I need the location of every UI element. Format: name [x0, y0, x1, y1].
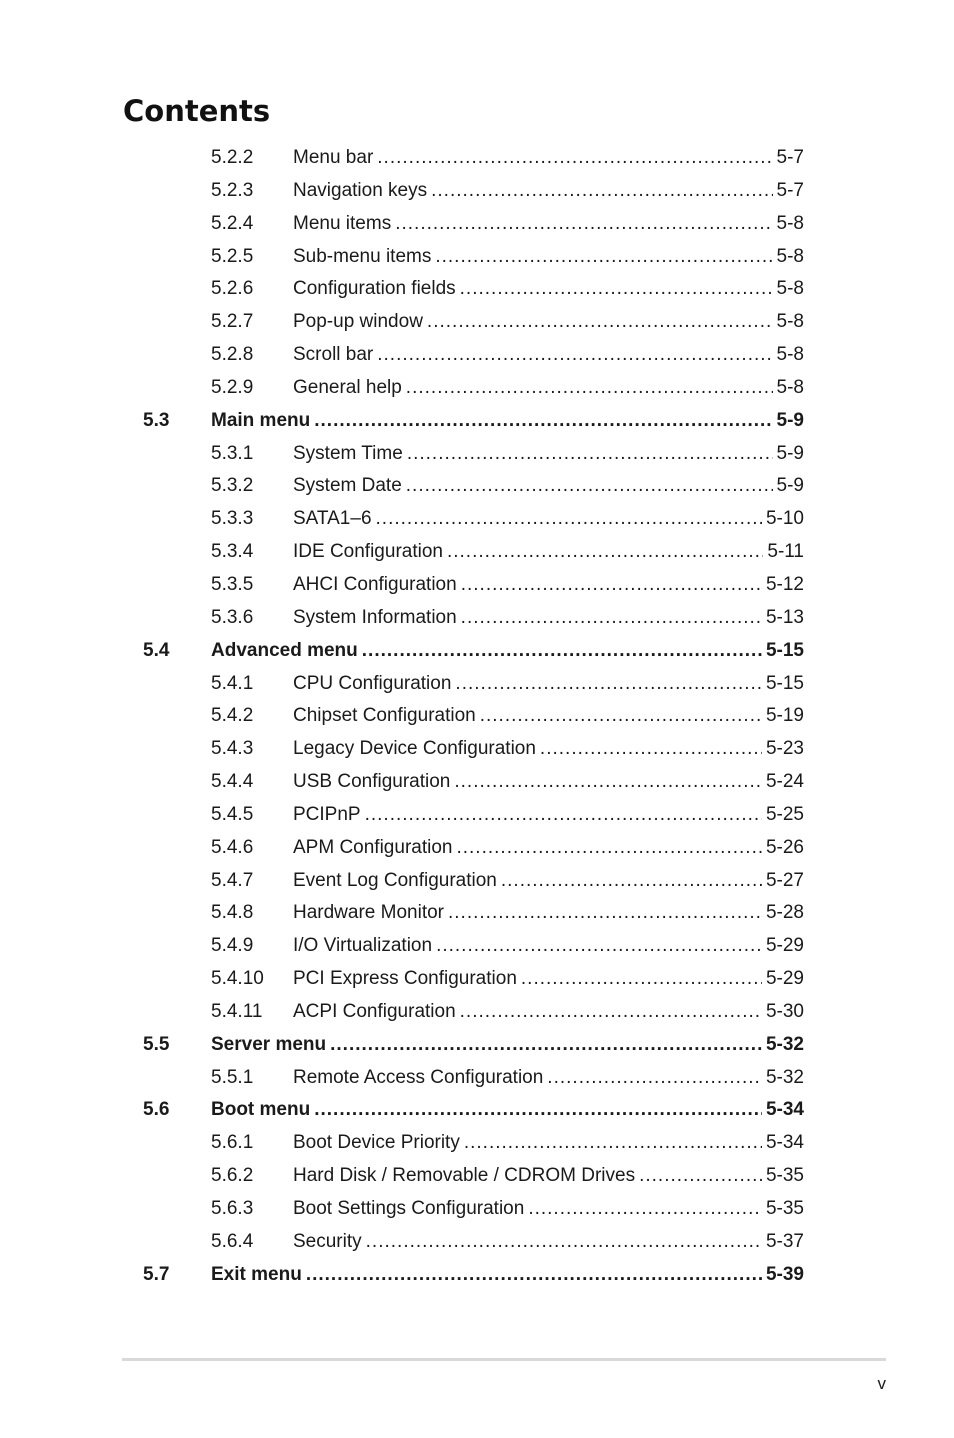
dot-leader: [406, 470, 773, 503]
dot-leader: [314, 1094, 762, 1127]
toc-entry-page: 5-32: [765, 1066, 804, 1088]
toc-subsection-entry[interactable]: [0, 700, 954, 733]
toc-entry-line: [293, 700, 804, 733]
toc-subsection-entry[interactable]: [0, 1193, 954, 1226]
toc-entry-line: [293, 306, 804, 339]
toc-entry-page: 5-15: [765, 639, 804, 661]
toc-entry-number: 5.3.1: [211, 442, 254, 464]
toc-entry-line: [211, 635, 804, 668]
toc-entry-title: Menu bar: [293, 142, 377, 175]
toc-entry-page: 5-34: [765, 1132, 804, 1154]
toc-entry-title: PCIPnP: [293, 799, 365, 832]
toc-entry-page: 5-8: [776, 311, 804, 333]
toc-entry-page: 5-25: [765, 803, 804, 825]
dot-leader: [436, 930, 762, 963]
toc-entry-title: Menu items: [293, 208, 395, 241]
toc-entry-title: Boot Device Priority: [293, 1127, 464, 1160]
toc-entry-page: 5-8: [776, 212, 804, 234]
toc-entry-page: 5-37: [765, 1230, 804, 1252]
toc-entry-title: Hard Disk / Removable / CDROM Drives: [293, 1160, 639, 1193]
toc-entry-line: [293, 668, 804, 701]
dot-leader: [377, 339, 772, 372]
toc-subsection-entry[interactable]: [0, 339, 954, 372]
toc-section-entry[interactable]: [0, 1029, 954, 1062]
toc-entry-title: Exit menu: [211, 1259, 306, 1292]
toc-subsection-entry[interactable]: [0, 1160, 954, 1193]
toc-entry-page: 5-34: [765, 1099, 804, 1121]
toc-entry-number: 5.4.8: [211, 902, 254, 924]
toc-entry-line: [293, 142, 804, 175]
toc-entry-line: [293, 865, 804, 898]
dot-leader: [460, 996, 762, 1029]
toc-subsection-entry[interactable]: [0, 536, 954, 569]
toc-entry-line: [293, 569, 804, 602]
toc-subsection-entry[interactable]: [0, 799, 954, 832]
toc-entry-line: [293, 1062, 804, 1095]
toc-entry-number: 5.7: [143, 1263, 170, 1285]
dot-leader: [314, 405, 772, 438]
toc-entry-title: ACPI Configuration: [293, 996, 460, 1029]
toc-entry-number: 5.2.7: [211, 311, 254, 333]
toc-subsection-entry[interactable]: [0, 832, 954, 865]
toc-entry-page: 5-35: [765, 1165, 804, 1187]
dot-leader: [377, 142, 772, 175]
toc-entry-title: SATA1–6: [293, 503, 376, 536]
table-of-contents: [0, 142, 954, 1292]
toc-subsection-entry[interactable]: [0, 208, 954, 241]
toc-subsection-entry[interactable]: [0, 963, 954, 996]
toc-entry-title: Chipset Configuration: [293, 700, 480, 733]
toc-entry-number: 5.2.9: [211, 376, 254, 398]
toc-entry-number: 5.4.1: [211, 672, 254, 694]
dot-leader: [448, 897, 762, 930]
toc-entry-line: [211, 1259, 804, 1292]
toc-entry-title: Navigation keys: [293, 175, 431, 208]
toc-entry-line: [293, 963, 804, 996]
toc-entry-title: Remote Access Configuration: [293, 1062, 547, 1095]
toc-entry-page: 5-39: [765, 1263, 804, 1285]
toc-entry-page: 5-12: [765, 573, 804, 595]
toc-entry-line: [293, 832, 804, 865]
dot-leader: [406, 372, 773, 405]
toc-entry-line: [293, 602, 804, 635]
toc-subsection-entry[interactable]: [0, 569, 954, 602]
toc-entry-number: 5.4: [143, 639, 170, 661]
toc-entry-number: 5.4.6: [211, 836, 254, 858]
dot-leader: [454, 766, 762, 799]
toc-entry-line: [211, 1029, 804, 1062]
toc-subsection-entry[interactable]: [0, 733, 954, 766]
dot-leader: [501, 865, 762, 898]
toc-entry-page: 5-8: [776, 376, 804, 398]
toc-entry-number: 5.3.3: [211, 508, 254, 530]
toc-subsection-entry[interactable]: [0, 668, 954, 701]
toc-entry-title: Scroll bar: [293, 339, 377, 372]
toc-entry-title: System Date: [293, 470, 406, 503]
toc-section-entry[interactable]: [0, 635, 954, 668]
toc-entry-page: 5-32: [765, 1033, 804, 1055]
dot-leader: [480, 700, 762, 733]
toc-subsection-entry[interactable]: [0, 503, 954, 536]
footer-divider: [122, 1358, 886, 1361]
toc-subsection-entry[interactable]: [0, 306, 954, 339]
toc-entry-line: [293, 470, 804, 503]
dot-leader: [431, 175, 772, 208]
toc-entry-title: APM Configuration: [293, 832, 456, 865]
toc-entry-line: [293, 438, 804, 471]
toc-entry-number: 5.3.6: [211, 606, 254, 628]
toc-entry-number: 5.4.9: [211, 935, 254, 957]
toc-entry-number: 5.4.4: [211, 771, 254, 793]
toc-entry-number: 5.3: [143, 409, 170, 431]
toc-entry-page: 5-29: [765, 935, 804, 957]
toc-entry-title: Pop-up window: [293, 306, 427, 339]
toc-entry-title: System Information: [293, 602, 461, 635]
toc-subsection-entry[interactable]: [0, 372, 954, 405]
toc-entry-page: 5-10: [765, 508, 804, 530]
toc-entry-page: 5-9: [776, 409, 804, 431]
toc-entry-number: 5.3.2: [211, 475, 254, 497]
toc-entry-page: 5-11: [767, 541, 804, 563]
toc-entry-number: 5.2.4: [211, 212, 254, 234]
toc-entry-number: 5.2.8: [211, 344, 254, 366]
toc-entry-number: 5.2.6: [211, 278, 254, 300]
toc-entry-line: [293, 1193, 804, 1226]
toc-entry-page: 5-8: [776, 344, 804, 366]
toc-entry-number: 5.4.2: [211, 705, 254, 727]
toc-entry-page: 5-8: [776, 278, 804, 300]
toc-entry-line: [293, 372, 804, 405]
toc-entry-title: USB Configuration: [293, 766, 454, 799]
toc-entry-line: [293, 273, 804, 306]
toc-entry-number: 5.3.4: [211, 541, 254, 563]
toc-entry-title: AHCI Configuration: [293, 569, 461, 602]
toc-entry-page: 5-13: [765, 606, 804, 628]
toc-entry-page: 5-15: [765, 672, 804, 694]
toc-section-entry[interactable]: [0, 1259, 954, 1292]
toc-entry-line: [211, 405, 804, 438]
toc-entry-number: 5.4.3: [211, 738, 254, 760]
toc-entry-number: 5.2.3: [211, 179, 254, 201]
toc-entry-line: [293, 503, 804, 536]
toc-entry-number: 5.2.5: [211, 245, 254, 267]
dot-leader: [395, 208, 772, 241]
toc-subsection-entry[interactable]: [0, 175, 954, 208]
toc-entry-title: System Time: [293, 438, 407, 471]
toc-entry-line: [293, 733, 804, 766]
toc-entry-page: 5-7: [776, 147, 804, 168]
dot-leader: [528, 1193, 762, 1226]
toc-entry-line: [293, 1160, 804, 1193]
dot-leader: [306, 1259, 762, 1292]
toc-subsection-entry[interactable]: [0, 1226, 954, 1259]
toc-entry-page: 5-26: [765, 836, 804, 858]
toc-entry-line: [293, 1226, 804, 1259]
toc-entry-number: 5.6.4: [211, 1230, 254, 1252]
toc-entry-page: 5-19: [765, 705, 804, 727]
toc-entry-line: [211, 1094, 804, 1127]
dot-leader: [521, 963, 762, 996]
toc-subsection-entry[interactable]: [0, 241, 954, 274]
toc-entry-line: [293, 996, 804, 1029]
dot-leader: [460, 273, 773, 306]
toc-subsection-entry[interactable]: [0, 996, 954, 1029]
toc-entry-page: 5-9: [776, 475, 804, 497]
dot-leader: [376, 503, 762, 536]
toc-entry-number: 5.4.7: [211, 869, 254, 891]
toc-entry-line: [293, 536, 804, 569]
toc-subsection-entry[interactable]: [0, 1062, 954, 1095]
toc-entry-page: 5-7: [776, 179, 804, 201]
toc-subsection-entry[interactable]: [0, 897, 954, 930]
dot-leader: [547, 1062, 762, 1095]
dot-leader: [461, 602, 762, 635]
toc-entry-title: I/O Virtualization: [293, 930, 436, 963]
toc-entry-page: 5-28: [765, 902, 804, 924]
dot-leader: [427, 306, 773, 339]
toc-entry-number: 5.4.5: [211, 803, 254, 825]
toc-entry-number: 5.6.3: [211, 1198, 254, 1219]
toc-entry-number: 5.6.1: [211, 1132, 254, 1154]
toc-entry-title: Configuration fields: [293, 273, 460, 306]
dot-leader: [365, 799, 762, 832]
toc-entry-number: 5.5.1: [211, 1066, 254, 1088]
dot-leader: [366, 1226, 762, 1259]
toc-entry-title: Sub-menu items: [293, 241, 435, 274]
toc-entry-line: [293, 241, 804, 274]
toc-entry-title: CPU Configuration: [293, 668, 455, 701]
dot-leader: [540, 733, 762, 766]
toc-entry-title: Server menu: [211, 1029, 330, 1062]
dot-leader: [456, 832, 762, 865]
page-title: Contents: [123, 94, 271, 128]
dot-leader: [435, 241, 772, 274]
dot-leader: [639, 1160, 762, 1193]
toc-entry-line: [293, 799, 804, 832]
toc-entry-title: General help: [293, 372, 406, 405]
toc-entry-number: 5.6.2: [211, 1165, 254, 1187]
toc-entry-title: Security: [293, 1226, 366, 1259]
toc-subsection-entry[interactable]: [0, 766, 954, 799]
dot-leader: [461, 569, 762, 602]
toc-entry-number: 5.4.10: [211, 968, 264, 990]
toc-entry-line: [293, 1127, 804, 1160]
toc-subsection-entry[interactable]: [0, 930, 954, 963]
toc-subsection-entry[interactable]: [0, 470, 954, 503]
dot-leader: [464, 1127, 762, 1160]
toc-entry-title: Boot Settings Configuration: [293, 1193, 528, 1226]
toc-entry-page: 5-24: [765, 771, 804, 793]
toc-entry-number: 5.4.11: [211, 1000, 263, 1022]
dot-leader: [362, 635, 762, 668]
toc-entry-title: Legacy Device Configuration: [293, 733, 540, 766]
toc-entry-title: Event Log Configuration: [293, 865, 501, 898]
page-number: v: [877, 1374, 886, 1393]
toc-entry-page: 5-9: [776, 442, 804, 464]
toc-section-entry[interactable]: [0, 405, 954, 438]
toc-entry-number: 5.3.5: [211, 573, 254, 595]
toc-entry-title: PCI Express Configuration: [293, 963, 521, 996]
dot-leader: [455, 668, 762, 701]
toc-subsection-entry[interactable]: [0, 142, 954, 175]
toc-section-entry[interactable]: [0, 1094, 954, 1127]
toc-entry-line: [293, 930, 804, 963]
toc-entry-line: [293, 175, 804, 208]
toc-entry-number: 5.6: [143, 1099, 170, 1121]
toc-entry-page: 5-27: [765, 869, 804, 891]
toc-entry-line: [293, 339, 804, 372]
toc-entry-line: [293, 208, 804, 241]
toc-subsection-entry[interactable]: [0, 438, 954, 471]
toc-entry-number: 5.5: [143, 1033, 170, 1055]
toc-entry-page: 5-30: [765, 1000, 804, 1022]
toc-entry-title: Hardware Monitor: [293, 897, 448, 930]
toc-entry-title: Main menu: [211, 405, 314, 438]
toc-entry-title: Advanced menu: [211, 635, 362, 668]
toc-entry-line: [293, 766, 804, 799]
dot-leader: [330, 1029, 762, 1062]
toc-entry-page: 5-29: [765, 968, 804, 990]
dot-leader: [407, 438, 773, 471]
toc-subsection-entry[interactable]: [0, 273, 954, 306]
toc-entry-page: 5-23: [765, 738, 804, 760]
toc-entry-page: 5-8: [776, 245, 804, 267]
toc-entry-number: 5.2.2: [211, 147, 254, 168]
toc-subsection-entry[interactable]: [0, 865, 954, 898]
toc-entry-title: Boot menu: [211, 1094, 314, 1127]
toc-subsection-entry[interactable]: [0, 1127, 954, 1160]
toc-entry-title: IDE Configuration: [293, 536, 447, 569]
toc-subsection-entry[interactable]: [0, 602, 954, 635]
dot-leader: [447, 536, 763, 569]
toc-entry-page: 5-35: [765, 1198, 804, 1219]
toc-entry-line: [293, 897, 804, 930]
